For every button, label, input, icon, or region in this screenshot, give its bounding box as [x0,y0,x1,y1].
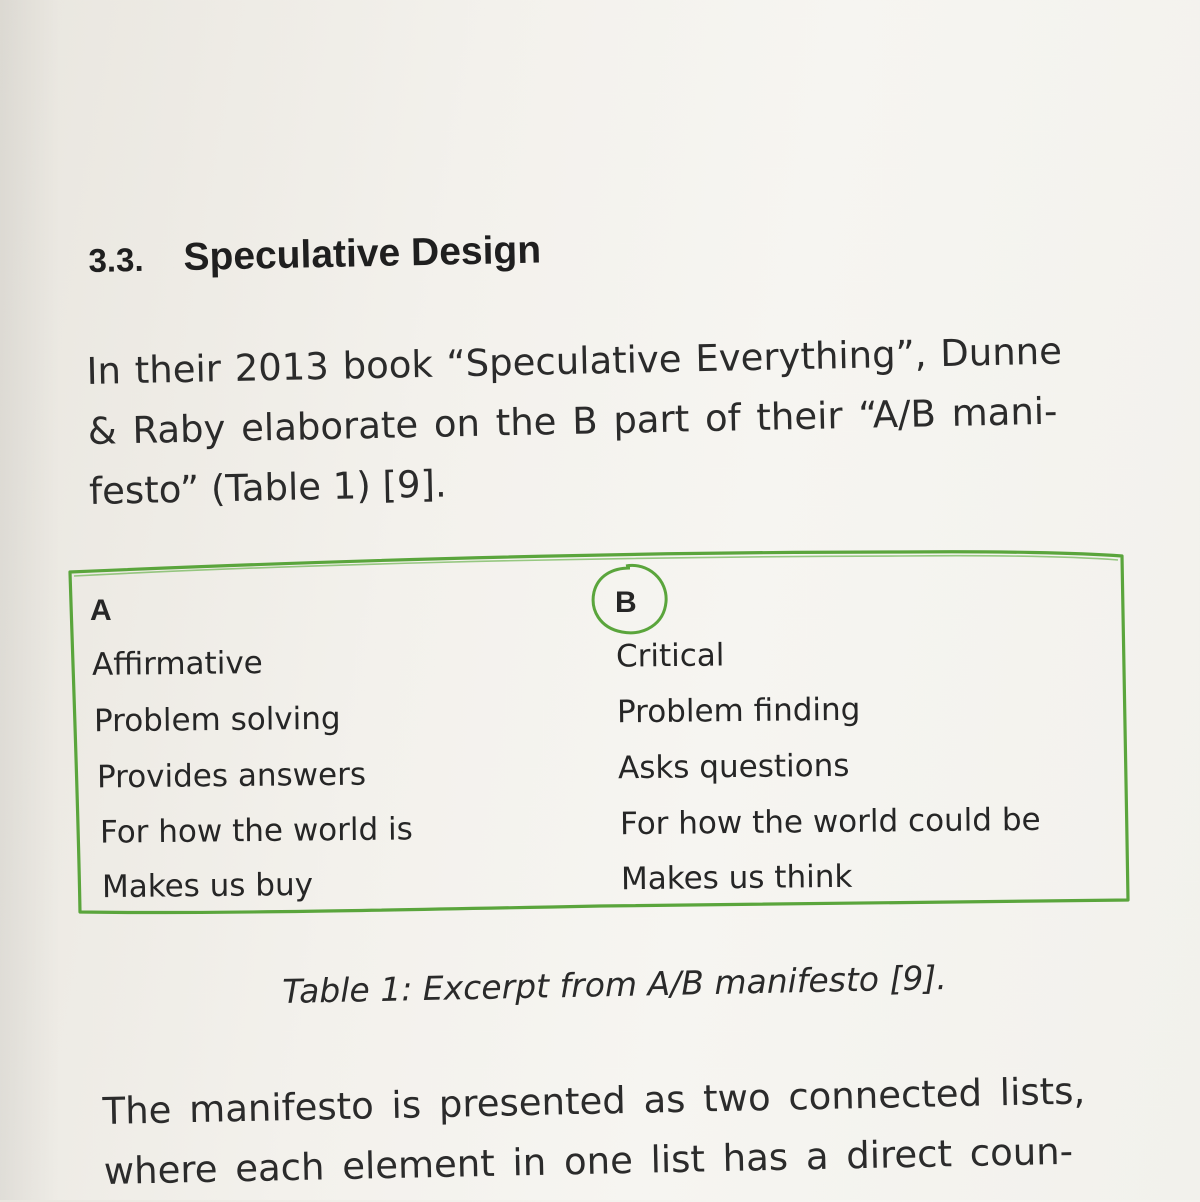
paragraph-line: The manifesto is presented as two connected lists, [102,1069,1086,1133]
section-title: Speculative Design [183,228,542,280]
column-a-item: Provides answers [96,756,367,796]
column-a-header: A [90,594,112,627]
body-paragraph [102,1059,1184,1202]
column-b-item: Makes us think [620,858,853,898]
paragraph-line: & Raby elaborate on the B part of their “A/B mani- [87,389,1058,453]
pencil-box-overstroke [74,556,1118,576]
section-number: 3.3. [88,240,144,279]
paragraph-line: festo” (Table 1) [9]. [88,462,448,513]
column-b-item: Asks questions [617,747,850,787]
column-b-header: B [615,586,637,619]
column-b-item: Critical [615,637,725,675]
paragraph-line: In their 2013 book “Speculative Everything”, Dunne [86,329,1063,393]
column-b-item: For how the world could be [619,801,1041,843]
table-caption: Table 1: Excerpt from A/B manifesto [9]. [282,958,948,1011]
column-a-item: Makes us buy [101,866,314,906]
intro-paragraph [86,319,1170,522]
column-a-item: For how the world is [99,811,414,851]
section-heading [88,225,689,282]
paragraph-line: where each element in one list has a direct coun- [103,1129,1074,1193]
page-gutter-shadow [0,0,60,1200]
column-a-item: Affirmative [91,645,263,683]
column-b-item: Problem finding [616,691,861,731]
column-a-item: Problem solving [93,700,341,740]
